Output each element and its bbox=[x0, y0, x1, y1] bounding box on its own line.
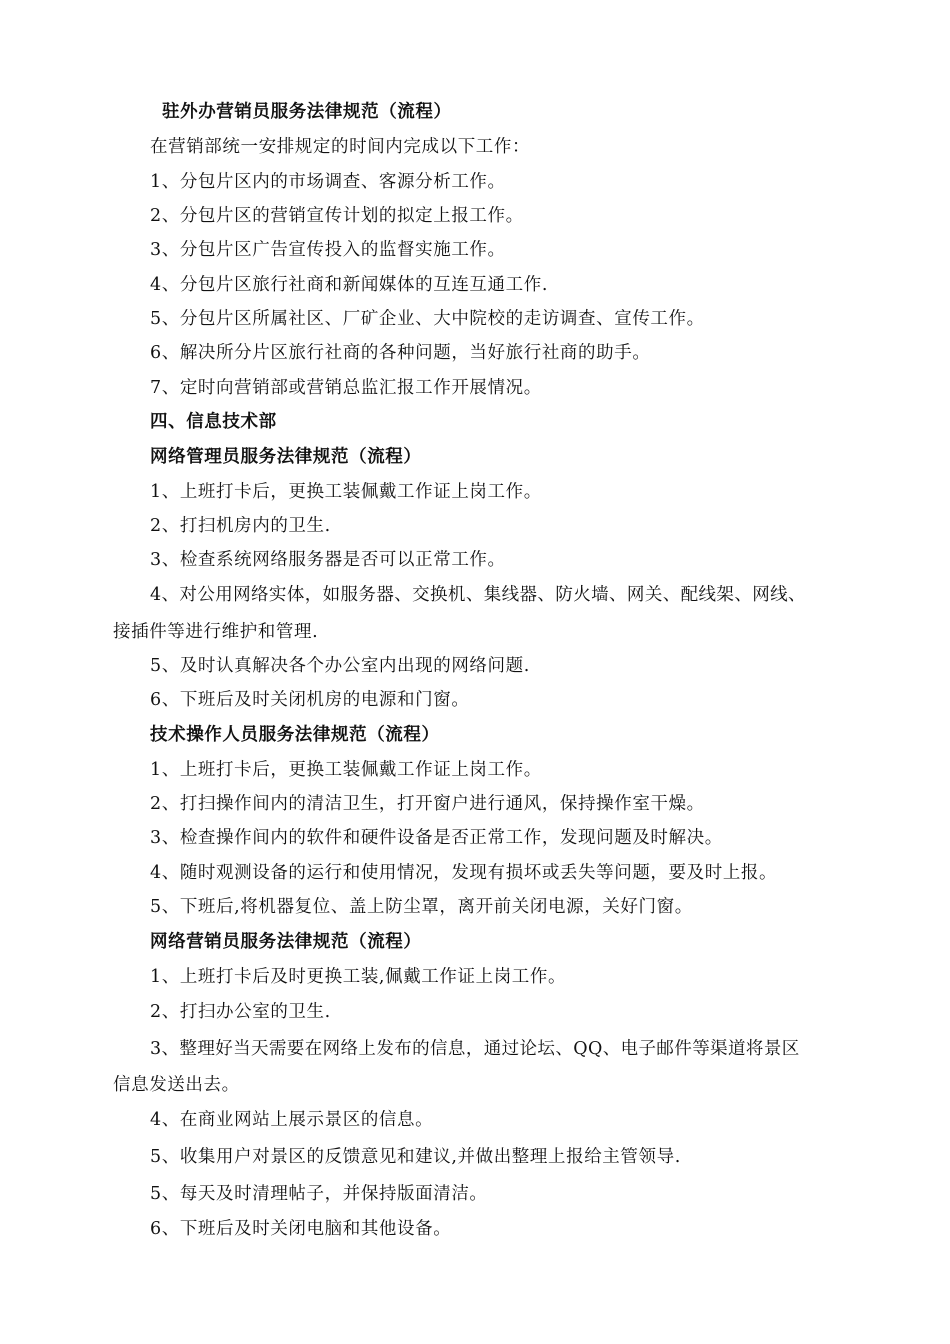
list-item: 5、每天及时清理帖子，并保持版面清洁。 bbox=[150, 1184, 488, 1204]
department-heading: 四、信息技术部 bbox=[150, 412, 277, 432]
list-item: 6、下班后及时关闭机房的电源和门窗。 bbox=[150, 690, 470, 710]
list-item: 3、分包片区广告宣传投入的监督实施工作。 bbox=[150, 240, 506, 260]
section-title-online-sales: 网络营销员服务法律规范（流程） bbox=[150, 932, 422, 952]
list-item: 4、对公用网络实体，如服务器、交换机、集线器、防火墙、网关、配线架、网线、 bbox=[150, 585, 806, 605]
list-item: 3、检查系统网络服务器是否可以正常工作。 bbox=[150, 550, 506, 570]
list-item: 5、下班后,将机器复位、盖上防尘罩，离开前关闭电源，关好门窗。 bbox=[150, 897, 693, 917]
list-item: 2、打扫办公室的卫生. bbox=[150, 1002, 331, 1022]
section-title-network-admin: 网络管理员服务法律规范（流程） bbox=[150, 447, 422, 467]
list-item: 1、上班打卡后及时更换工装,佩戴工作证上岗工作。 bbox=[150, 967, 567, 987]
list-item: 2、打扫机房内的卫生. bbox=[150, 516, 331, 536]
list-item: 1、上班打卡后，更换工装佩戴工作证上岗工作。 bbox=[150, 482, 542, 502]
list-item: 3、整理好当天需要在网络上发布的信息，通过论坛、QQ、电子邮件等渠道将景区 bbox=[150, 1039, 800, 1059]
list-item-continuation: 信息发送出去。 bbox=[113, 1075, 240, 1095]
list-item: 4、分包片区旅行社商和新闻媒体的互连互通工作. bbox=[150, 275, 548, 295]
section-title-sales-rep: 驻外办营销员服务法律规范（流程） bbox=[162, 102, 452, 122]
section-intro: 在营销部统一安排规定的时间内完成以下工作： bbox=[150, 137, 531, 157]
section-title-tech-operator: 技术操作人员服务法律规范（流程） bbox=[150, 725, 440, 745]
list-item: 5、及时认真解决各个办公室内出现的网络问题. bbox=[150, 656, 530, 676]
list-item: 5、分包片区所属社区、厂矿企业、大中院校的走访调查、宣传工作。 bbox=[150, 309, 705, 329]
list-item: 2、分包片区的营销宣传计划的拟定上报工作。 bbox=[150, 206, 524, 226]
list-item: 4、在商业网站上展示景区的信息。 bbox=[150, 1110, 434, 1130]
list-item: 7、定时向营销部或营销总监汇报工作开展情况。 bbox=[150, 378, 542, 398]
list-item: 1、分包片区内的市场调查、客源分析工作。 bbox=[150, 172, 506, 192]
list-item: 3、检查操作间内的软件和硬件设备是否正常工作，发现问题及时解决。 bbox=[150, 828, 723, 848]
list-item: 1、上班打卡后，更换工装佩戴工作证上岗工作。 bbox=[150, 760, 542, 780]
list-item: 4、随时观测设备的运行和使用情况，发现有损坏或丢失等问题，要及时上报。 bbox=[150, 863, 778, 883]
list-item: 6、解决所分片区旅行社商的各种问题，当好旅行社商的助手。 bbox=[150, 343, 651, 363]
list-item: 6、下班后及时关闭电脑和其他设备。 bbox=[150, 1219, 452, 1239]
list-item: 2、打扫操作间内的清洁卫生，打开窗户进行通风，保持操作室干燥。 bbox=[150, 794, 705, 814]
list-item: 5、收集用户对景区的反馈意见和建议,并做出整理上报给主管领导. bbox=[150, 1147, 681, 1167]
list-item-continuation: 接插件等进行维护和管理. bbox=[113, 622, 319, 642]
